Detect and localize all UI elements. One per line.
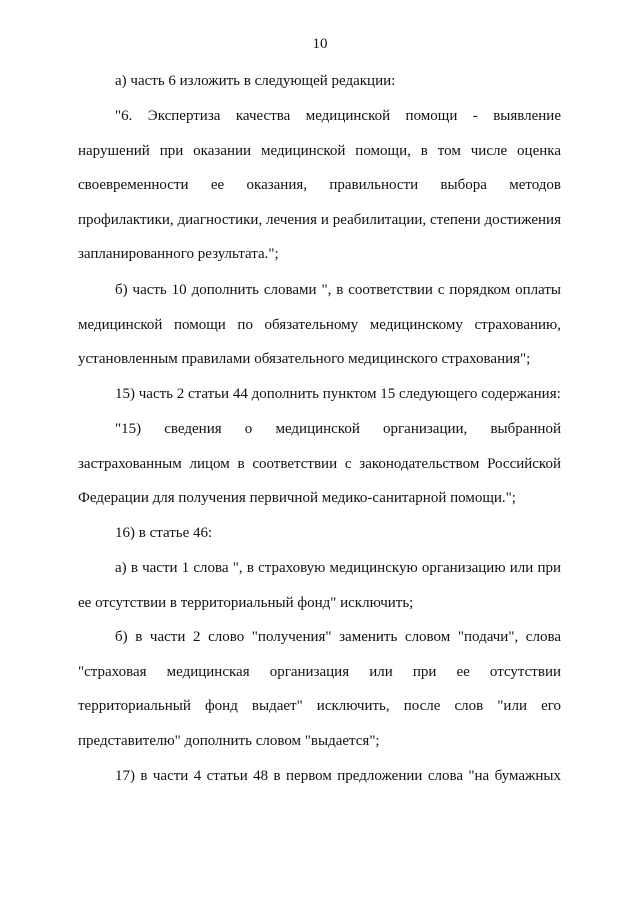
- paragraph-b-part-2: б) в части 2 слово "получения" заменить словом "подачи", слова "страховая медицинская организация или при ее отсутствии территориальный фонд выдает" исключить, после слов "или его представителю" дополнить словом "выдается";: [78, 629, 561, 749]
- paragraph-item-17: 17) в части 4 статьи 48 в первом предложении слова "на бумажных: [115, 768, 561, 784]
- paragraph-quality-expertise-definition: "6. Экспертиза качества медицинской помощи - выявление нарушений при оказании медицинской помощи, в том числе оценка своевременности ее оказания, правильности выбора методов профилактики, диагностики, лечения и реабилитации, степени достижения запланированного результата.";: [78, 108, 561, 263]
- paragraph-item-15: 15) часть 2 статьи 44 дополнить пунктом 15 следующего содержания:: [115, 386, 561, 402]
- paragraph-a-part-1: а) в части 1 слова ", в страховую медицинскую организацию или при ее отсутствии в территориальный фонд" исключить;: [78, 560, 561, 611]
- paragraph-b-part-10: б) часть 10 дополнить словами ", в соответствии с порядком оплаты медицинской помощи по обязательному медицинскому страхованию, установленным правилами обязательного медицинского страхования";: [78, 282, 561, 368]
- paragraph-a-part-6: а) часть 6 изложить в следующей редакции:: [115, 73, 396, 89]
- paragraph-item-16: 16) в статье 46:: [115, 525, 213, 541]
- paragraph-item-15-content: "15) сведения о медицинской организации, выбранной застрахованным лицом в соответствии с законодательством Российской Федерации для получения первичной медико-санитарной помощи.";: [78, 421, 561, 507]
- page-number: 10: [312, 36, 328, 52]
